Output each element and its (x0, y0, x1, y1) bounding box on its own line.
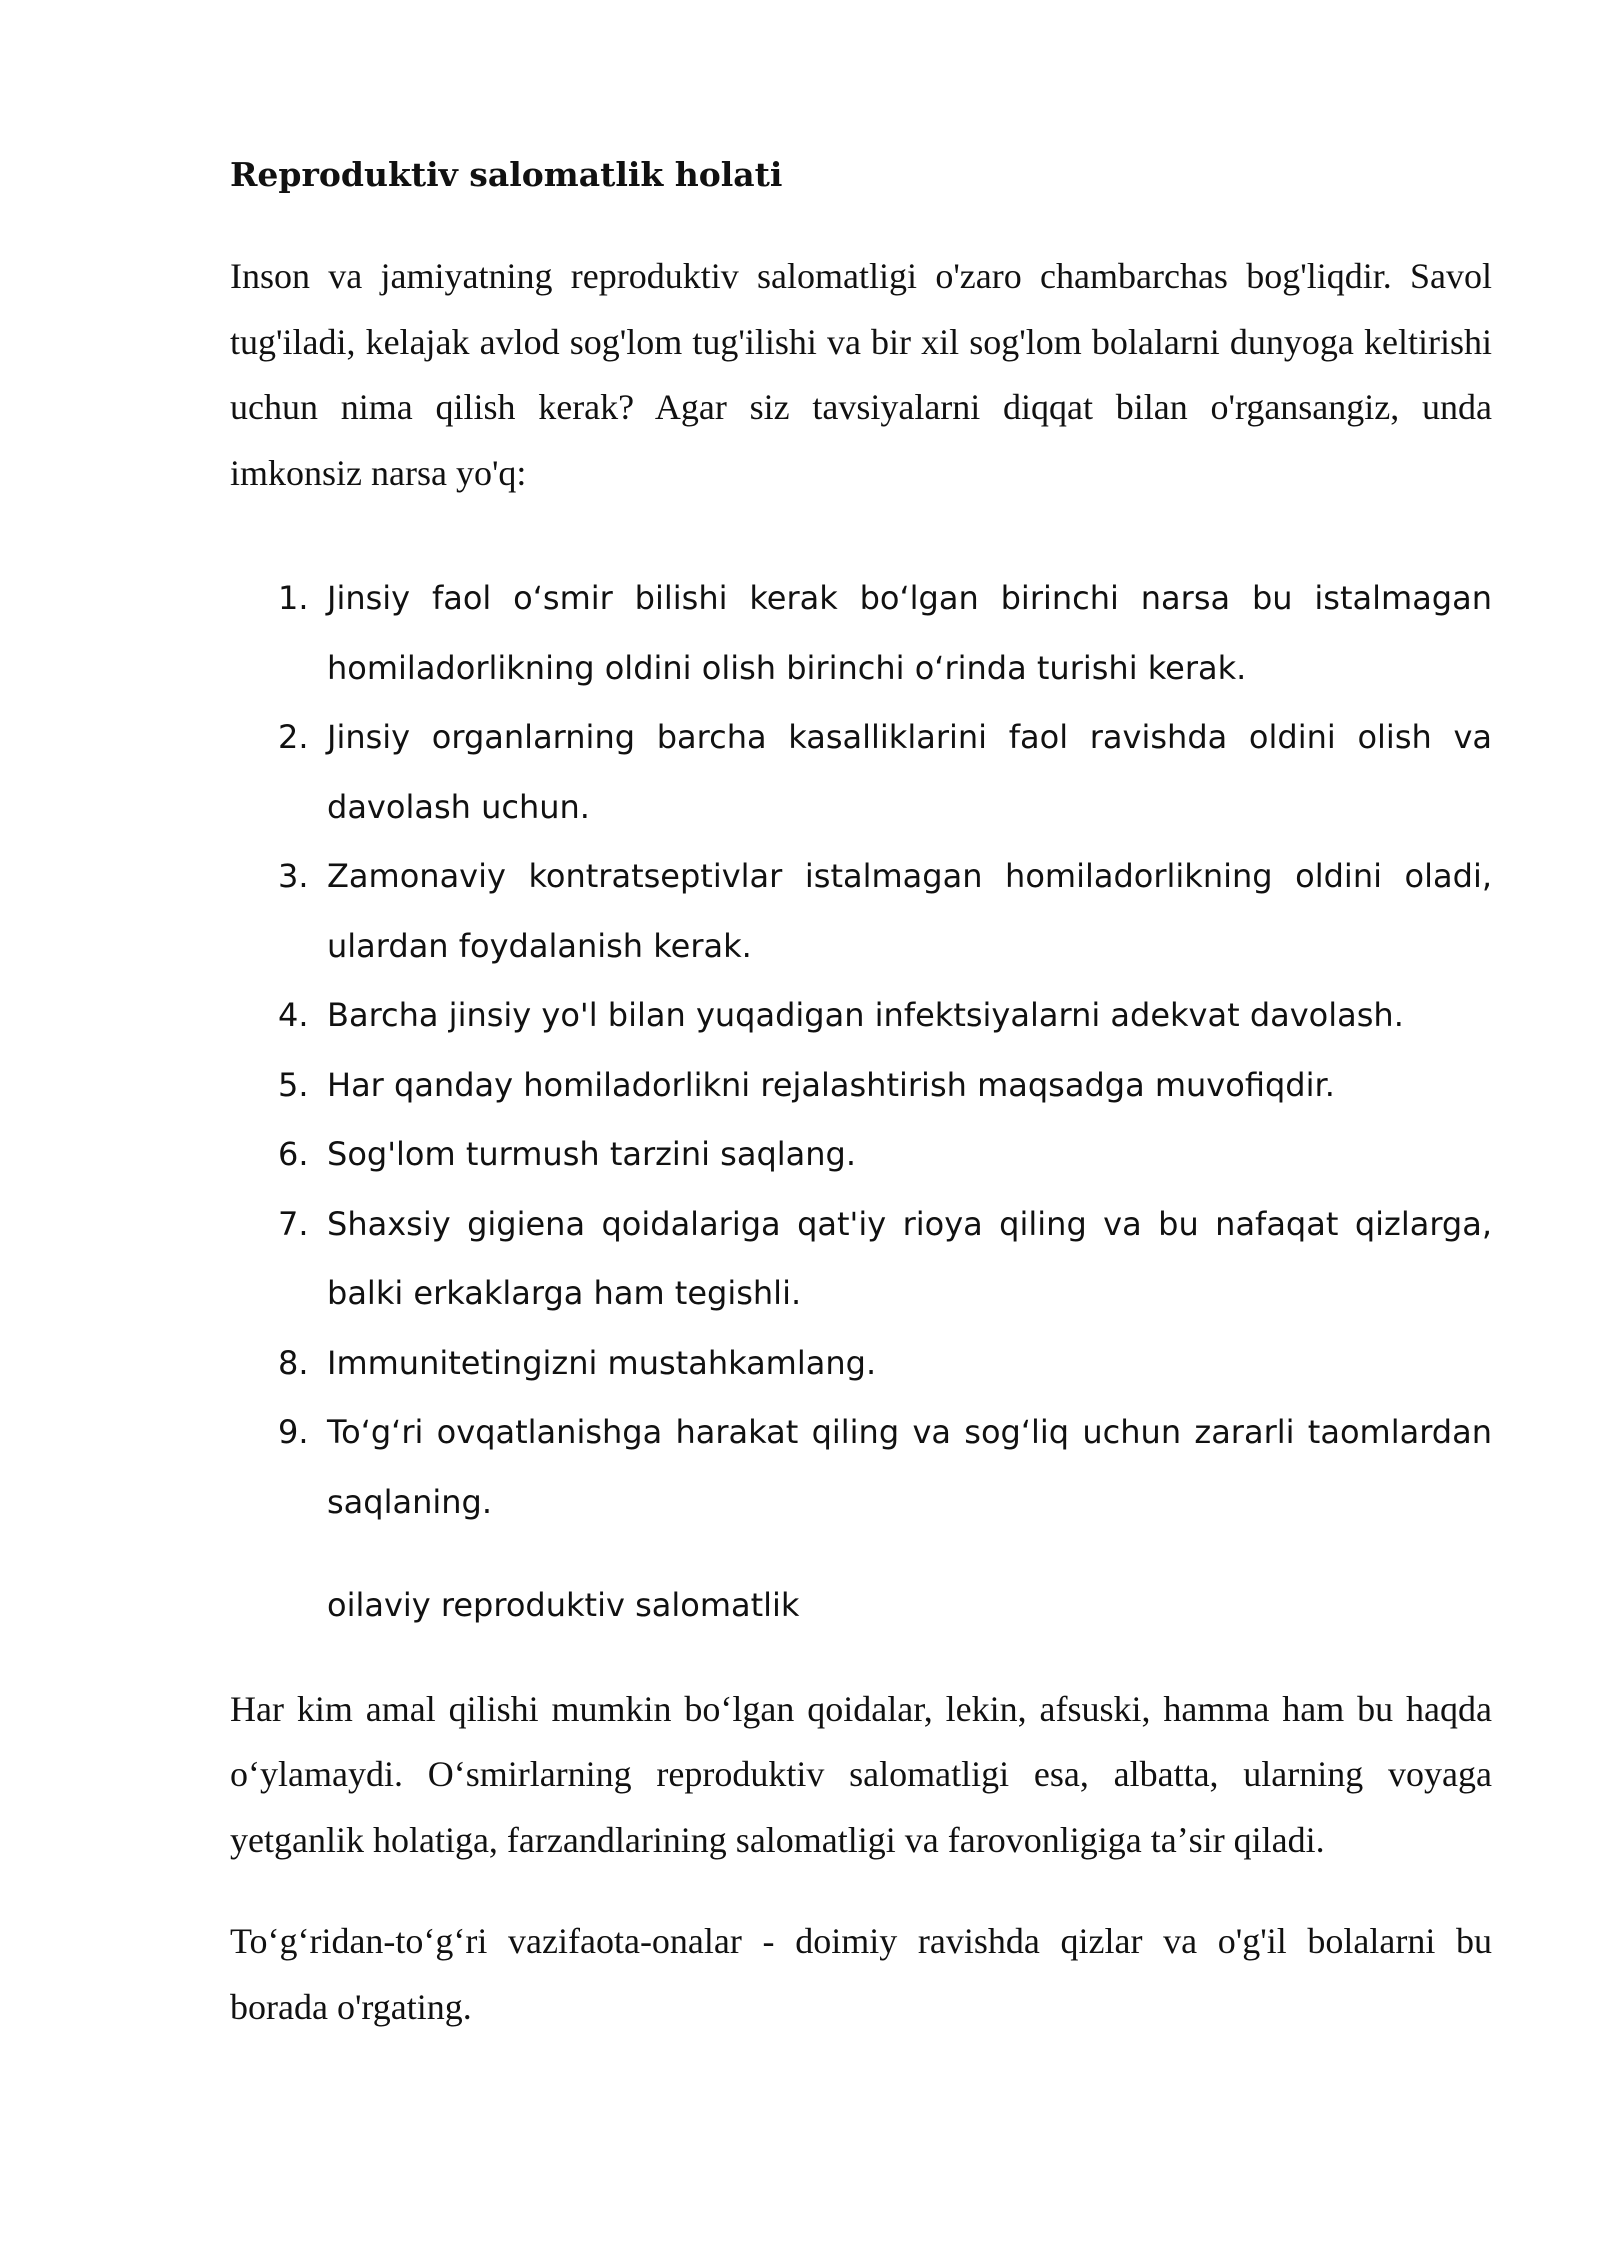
list-item (230, 1190, 1492, 1329)
subheading: oilaviy reproduktiv salomatlik (327, 1586, 800, 1624)
list-item (230, 1398, 1492, 1537)
list-item (230, 703, 1492, 842)
list-item-text: Sog'lom turmush tarzini saqlang. (327, 1135, 857, 1173)
list-item-number: 1. (278, 579, 309, 617)
list-item-text: Jinsiy faol oʻsmir bilishi kerak boʻlgan birinchi narsa bu istalmagan homiladorlikning oldini olish birinchi oʻrinda turishi kerak. (327, 579, 1492, 687)
list-item-number: 7. (278, 1204, 309, 1243)
list-item-number: 8. (278, 1343, 309, 1382)
list-item (230, 981, 1492, 1051)
document-title: Reproduktiv salomatlik holati (230, 155, 783, 194)
list-item (230, 564, 1492, 703)
list-item-number: 6. (278, 1135, 309, 1173)
list-item-text: Har qanday homiladorlikni rejalashtirish maqsadga muvofiqdir. (327, 1065, 1335, 1104)
list-item (230, 1329, 1492, 1399)
list-item-number: 5. (278, 1065, 309, 1104)
list-item-text: Immunitetingizni mustahkamlang. (327, 1343, 877, 1382)
list-item-text: Barcha jinsiy yo'l bilan yuqadigan infektsiyalarni adekvat davolash. (327, 996, 1404, 1034)
list-item-number: 4. (278, 996, 309, 1034)
body-paragraph: Har kim amal qilishi mumkin boʻlgan qoidalar, lekin, afsuski, hamma ham bu haqda oʻylamaydi. Oʻsmirlarning reproduktiv salomatligi esa, albatta, ularning voyaga yetganlik holatiga, farzandlarining salomatligi va farovonligiga taʼsir qiladi. (230, 1688, 1492, 1860)
list-item (230, 1120, 1492, 1190)
list-item-number: 9. (278, 1413, 309, 1451)
body-paragraph: Toʻgʻridan-toʻgʻri vazifaota-onalar - doimiy ravishda qizlar va o'g'il bolalarni bu borada o'rgating. (230, 1921, 1492, 2027)
list-item-text: Toʻgʻri ovqatlanishga harakat qiling va sogʻliq uchun zararli taomlardan saqlaning. (327, 1413, 1492, 1521)
list-item-number: 3. (278, 857, 309, 895)
list-item (230, 1051, 1492, 1121)
list-item-text: Zamonaviy kontratseptivlar istalmagan homiladorlikning oldini oladi, ulardan foydalanish kerak. (327, 857, 1492, 965)
document-body (230, 150, 1492, 2040)
list-item (230, 842, 1492, 981)
list-item-text: Jinsiy organlarning barcha kasalliklarini faol ravishda oldini olish va davolash uchun. (327, 718, 1492, 826)
recommendations-list (230, 564, 1492, 1537)
intro-paragraph: Inson va jamiyatning reproduktiv salomatligi o'zaro chambarchas bog'liqdir. Savol tug'iladi, kelajak avlod sog'lom tug'ilishi va bir xil sog'lom bolalarni dunyoga keltirishi uchun nima qilish kerak? Agar siz tavsiyalarni diqqat bilan o'rgansangiz, unda imkonsiz narsa yo'q: (230, 256, 1492, 493)
list-item-number: 2. (278, 718, 309, 756)
list-item-text: Shaxsiy gigiena qoidalariga qat'iy rioya qiling va bu nafaqat qizlarga, balki erkaklarga ham tegishli. (327, 1204, 1492, 1312)
